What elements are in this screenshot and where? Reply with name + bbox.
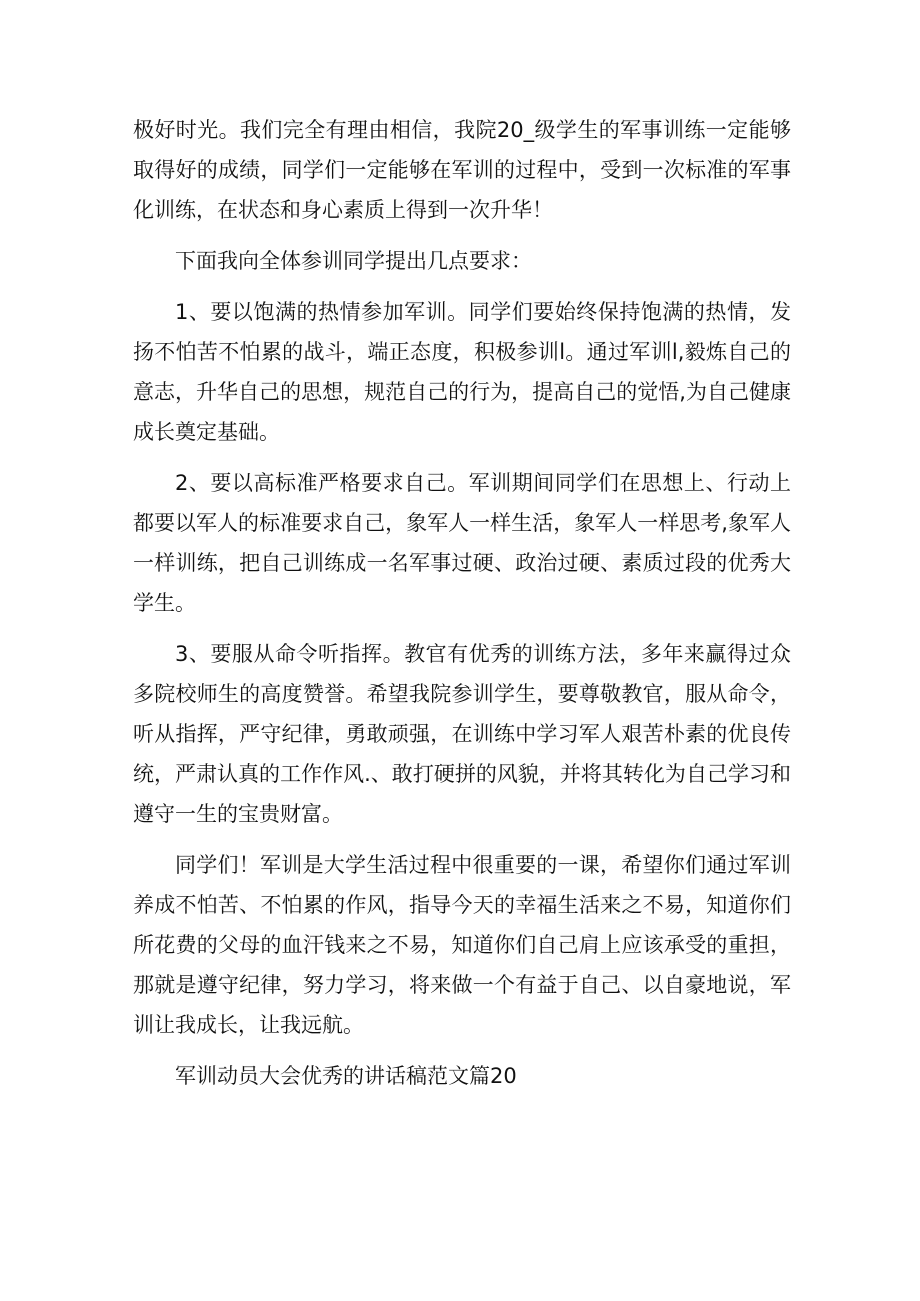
paragraph-requirement-2: 2、要以高标准严格要求自己。军训期间同学们在思想上、行动上都要以军人的标准要求自己，象军人一样生活，象军人一样思考,象军人一样训练，把自己训练成一名军事过硬、政治过硬、素质过段的优秀大学生。 [133,471,791,615]
paragraph-requirement-1: 1、要以饱满的热情参加军训。同学们要始终保持饱满的热情，发扬不怕苦不怕累的战斗，端正态度，积极参训l。通过军训l,毅炼自己的意志，升华自己的思想，规范自己的行为，提高自己的觉悟,为自己健康成长奠定基础。 [133,300,791,444]
paragraph-closing: 同学们！军训是大学生活过程中很重要的一课，希望你们通过军训养成不怕苦、不怕累的作风，指导今天的幸福生活来之不易，知道你们所花费的父母的血汗钱来之不易，知道你们自己肩上应该承受的重担，那就是遵守纪律，努力学习，将来做一个有益于自己、以自豪地说，军训让我成长，让我远航。 [133,853,791,1037]
paragraph-continued: 极好时光。我们完全有理由相信，我院20_级学生的军事训练一定能够取得好的成绩，同学们一定能够在军训的过程中，受到一次标准的军事化训练，在状态和身心素质上得到一次升华！ [133,118,791,222]
paragraph-requirements-intro: 下面我向全体参训同学提出几点要求： [175,249,532,273]
paragraph-requirement-3: 3、要服从命令听指挥。教官有优秀的训练方法，多年来赢得过众多院校师生的高度赞誉。希望我院参训学生，要尊敬教官，服从命令，听从指挥，严守纪律，勇敢顽强，在训练中学习军人艰苦朴素的优良传统，严肃认真的工作作风.、敢打硬拼的风貌，并将其转化为自己学习和遵守一生的宝贵财富。 [133,642,791,826]
section-heading: 军训动员大会优秀的讲话稿范文篇20 [175,1064,517,1088]
document-body [133,110,791,1107]
